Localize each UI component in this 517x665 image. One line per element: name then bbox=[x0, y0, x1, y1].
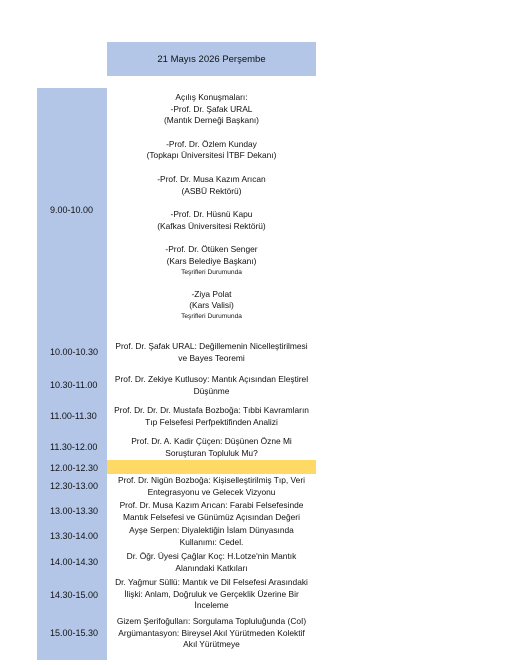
lunch-break-row bbox=[107, 460, 316, 474]
opening-title: Açılış Konuşmaları: bbox=[175, 92, 248, 102]
session-text-line: Argümantasyon: Bireysel Akıl Yürütmeden Kolektif bbox=[118, 627, 305, 638]
session-text-line: İnceleme bbox=[194, 600, 229, 611]
opening-speeches bbox=[107, 92, 316, 321]
time-column bbox=[37, 88, 107, 660]
session-entry bbox=[107, 577, 316, 612]
opening-speaker bbox=[107, 139, 316, 162]
speaker-name: -Prof. Dr. Şafak URAL bbox=[170, 103, 253, 114]
speaker-role: (Kars Belediye Başkanı) bbox=[166, 255, 257, 266]
speaker-role: (ASBÜ Rektörü) bbox=[181, 185, 242, 196]
time-label: 12.30-13.00 bbox=[50, 481, 99, 491]
session-text-line: Entegrasyonu ve Gelecek Vizyonu bbox=[147, 486, 276, 497]
session-text-line: Prof. Dr. Nigün Bozboğa: Kişiselleştirilmiş Tıp, Veri bbox=[118, 475, 305, 485]
time-label: 13.30-14.00 bbox=[50, 531, 99, 541]
time-label: 11.30-12.00 bbox=[50, 442, 98, 452]
speaker-role: (Kars Valisi) bbox=[189, 300, 234, 311]
date-header bbox=[107, 42, 316, 76]
session-text-line: Prof. Dr. Musa Kazım Arıcan: Farabi Felsefesinde bbox=[119, 500, 304, 510]
session-text-line: Mantık Felsefesi ve Günümüz Açısından Değeri bbox=[123, 511, 300, 522]
session-text-line: Tıp Felsefesi Perfpektifinden Analizi bbox=[145, 416, 278, 427]
opening-speaker bbox=[107, 209, 316, 232]
session-text-line: Prof. Dr. A. Kadir Çüçen: Düşünen Özne Mi bbox=[131, 436, 292, 446]
session-entry bbox=[107, 525, 316, 548]
time-label: 14.00-14.30 bbox=[50, 557, 99, 567]
date-label: 21 Mayıs 2026 Perşembe bbox=[157, 53, 266, 65]
opening-speaker bbox=[107, 104, 316, 127]
session-text-line: ve Bayes Teoremi bbox=[178, 352, 245, 363]
session-text-line: Prof. Dr. Dr. Dr. Mustafa Bozboğa: Tıbbi Kavramların bbox=[114, 405, 309, 415]
session-text-line: Düşünme bbox=[193, 385, 230, 396]
speaker-name: -Ziya Polat bbox=[191, 288, 232, 299]
time-label: 10.30-11.00 bbox=[50, 380, 98, 390]
speaker-role: (Mantık Derneği Başkanı) bbox=[164, 115, 259, 126]
speaker-role: (Topkapı Üniversitesi İTBF Dekanı) bbox=[146, 150, 277, 161]
time-label: 12.00-12.30 bbox=[50, 463, 99, 473]
speaker-name: -Prof. Dr. Musa Kazım Arıcan bbox=[157, 173, 266, 184]
session-text-line: Soruşturan Topluluk Mu? bbox=[165, 447, 258, 458]
opening-speaker-list bbox=[107, 104, 316, 321]
session-entry bbox=[107, 341, 316, 364]
session-text-line: Prof. Dr. Zekiye Kutlusoy: Mantık Açısından Eleştirel bbox=[114, 374, 309, 384]
session-text-line: Ayşe Serpen: Diyalektiğin İslam Dünyasında bbox=[129, 525, 294, 535]
time-label: 13.00-13.30 bbox=[50, 506, 99, 516]
time-label: 10.00-10.30 bbox=[50, 347, 99, 357]
session-entry bbox=[107, 405, 316, 428]
session-entry bbox=[107, 500, 316, 523]
speaker-name: -Prof. Dr. Ötüken Senger bbox=[165, 244, 258, 255]
time-label: 14.30-15.00 bbox=[50, 590, 99, 600]
speaker-role: (Kafkas Üniversitesi Rektörü) bbox=[157, 220, 266, 231]
speaker-name: -Prof. Dr. Hüsnü Kapu bbox=[170, 209, 253, 220]
session-text-line: Dr. Öğr. Üyesi Çağlar Koç: H.Lotze'nin Mantık bbox=[126, 551, 297, 561]
opening-speaker bbox=[107, 289, 316, 321]
speaker-name: -Prof. Dr. Özlem Kunday bbox=[166, 138, 257, 149]
time-label: 15.00-15.30 bbox=[50, 628, 99, 638]
time-label: 9.00-10.00 bbox=[50, 205, 94, 215]
session-entry bbox=[107, 436, 316, 459]
session-text-line: Kullanımı: Cedel. bbox=[179, 536, 244, 547]
speaker-note: Teşrifleri Durumunda bbox=[181, 312, 242, 320]
session-text-line: Prof. Dr. Şafak URAL: Değillemenin Nicelleştirilmesi bbox=[115, 341, 308, 351]
session-entry bbox=[107, 616, 316, 651]
session-text-line: İlişki: Anlam, Doğruluk ve Gerçeklik Üzerine Bir bbox=[124, 588, 299, 599]
session-text-line: Akıl Yürütmeye bbox=[183, 639, 240, 650]
session-entry bbox=[107, 551, 316, 574]
opening-speaker bbox=[107, 174, 316, 197]
time-label: 11.00-11.30 bbox=[50, 411, 97, 421]
session-entry bbox=[107, 374, 316, 397]
speaker-note: Teşrifleri Durumunda bbox=[181, 268, 242, 276]
session-text-line: Dr. Yağmur Süllü: Mantık ve Dil Felsefesi Arasındaki bbox=[115, 577, 308, 587]
session-entry bbox=[107, 475, 316, 498]
opening-speaker bbox=[107, 244, 316, 276]
session-text-line: Gizem Şerifoğulları: Sorgulama Topluluğunda (CoI) bbox=[116, 616, 307, 626]
session-text-line: Alanındaki Katkıları bbox=[175, 562, 248, 573]
